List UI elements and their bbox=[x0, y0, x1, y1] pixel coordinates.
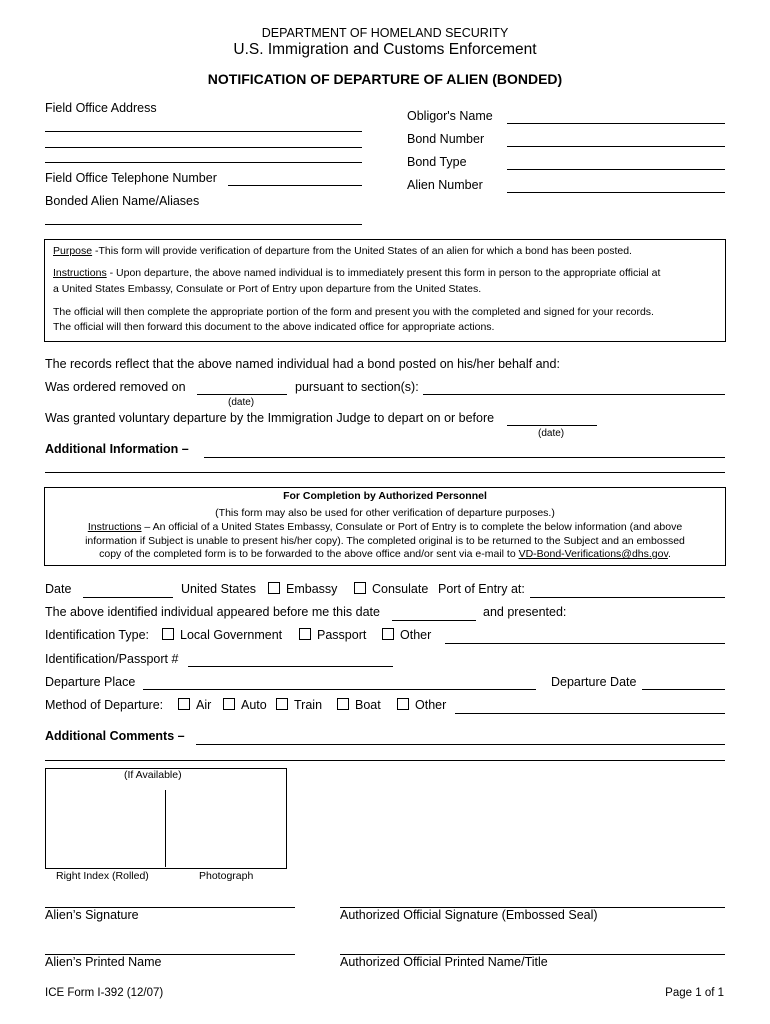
departure-date-field[interactable] bbox=[642, 689, 725, 690]
obligor-name-field[interactable] bbox=[507, 123, 725, 124]
photograph-label: Photograph bbox=[199, 870, 254, 882]
date-label: Date bbox=[45, 582, 72, 596]
method-other-option[interactable]: Other bbox=[397, 698, 446, 712]
method-other-checkbox[interactable] bbox=[397, 698, 409, 710]
removed-label: Was ordered removed on bbox=[45, 380, 186, 394]
consulate-option[interactable]: Consulate bbox=[354, 582, 428, 596]
additional-comments-line-2[interactable] bbox=[45, 760, 725, 761]
bond-type-field[interactable] bbox=[507, 169, 725, 170]
date-field[interactable] bbox=[83, 597, 173, 598]
method-of-departure-label: Method of Departure: bbox=[45, 698, 164, 712]
id-passport-number-field[interactable] bbox=[188, 666, 393, 667]
email-link[interactable]: VD-Bond-Verifications@dhs.gov bbox=[518, 548, 668, 560]
air-option[interactable]: Air bbox=[178, 698, 211, 712]
additional-comments-label: Additional Comments – bbox=[45, 729, 185, 743]
port-of-entry-label: Port of Entry at: bbox=[438, 582, 525, 596]
official-line-2: The official will then forward this document to the above indicated office for appropriate actions. bbox=[53, 321, 495, 333]
voluntary-date-caption: (date) bbox=[538, 428, 565, 439]
fingerprint-photo-divider bbox=[165, 790, 166, 867]
field-office-address-line-1[interactable] bbox=[45, 131, 362, 132]
purpose-text: Purpose -This form will provide verification of departure from the United States of an alien for which a bond has been posted. bbox=[53, 245, 632, 257]
id-passport-number-label: Identification/Passport # bbox=[45, 652, 179, 666]
authorized-line-3: information if Subject is unable to present his/her copy). The completed original is to be returned to the Subject and an embossed bbox=[85, 535, 685, 547]
passport-option[interactable]: Passport bbox=[299, 628, 366, 642]
boat-option[interactable]: Boat bbox=[337, 698, 381, 712]
department-heading: DEPARTMENT OF HOMELAND SECURITY bbox=[261, 26, 509, 40]
instructions-line-2: a United States Embassy, Consulate or Port of Entry upon departure from the United States. bbox=[53, 283, 482, 295]
if-available-label: (If Available) bbox=[124, 769, 182, 781]
bonded-alien-name-label: Bonded Alien Name/Aliases bbox=[45, 194, 200, 208]
bond-number-field[interactable] bbox=[507, 146, 725, 147]
obligor-name-label: Obligor's Name bbox=[407, 109, 493, 123]
train-checkbox[interactable] bbox=[276, 698, 288, 710]
embassy-checkbox[interactable] bbox=[268, 582, 280, 594]
auto-checkbox[interactable] bbox=[223, 698, 235, 710]
field-office-address-label: Field Office Address bbox=[45, 101, 157, 115]
departure-place-label: Departure Place bbox=[45, 675, 136, 689]
local-government-option[interactable]: Local Government bbox=[162, 628, 282, 642]
voluntary-departure-label: Was granted voluntary departure by the Immigration Judge to depart on or before bbox=[45, 411, 495, 425]
embassy-option[interactable]: Embassy bbox=[268, 582, 337, 596]
passport-checkbox[interactable] bbox=[299, 628, 311, 640]
field-office-address-line-3[interactable] bbox=[45, 162, 362, 163]
official-line-1: The official will then complete the appropriate portion of the form and present you with the completed and signed for your records. bbox=[53, 306, 654, 318]
bond-number-label: Bond Number bbox=[407, 132, 485, 146]
identification-type-label: Identification Type: bbox=[45, 628, 150, 642]
additional-information-label: Additional Information – bbox=[45, 442, 189, 456]
local-government-checkbox[interactable] bbox=[162, 628, 174, 640]
removed-date-field[interactable] bbox=[197, 394, 287, 395]
fingerprint-photo-box bbox=[45, 768, 287, 869]
and-presented-label: and presented: bbox=[483, 605, 567, 619]
alien-signature-label: Alien’s Signature bbox=[45, 908, 139, 922]
method-other-field[interactable] bbox=[455, 713, 725, 714]
authorized-line-1: (This form may also be used for other verification of departure purposes.) bbox=[215, 507, 555, 519]
bond-type-label: Bond Type bbox=[407, 155, 467, 169]
records-intro: The records reflect that the above named individual had a bond posted on his/her behalf and: bbox=[45, 357, 560, 371]
pursuant-label: pursuant to section(s): bbox=[295, 380, 419, 394]
united-states-label: United States bbox=[181, 582, 257, 596]
id-other-field[interactable] bbox=[445, 643, 725, 644]
appeared-label: The above identified individual appeared before me this date bbox=[45, 605, 380, 619]
agency-heading: U.S. Immigration and Customs Enforcement bbox=[233, 41, 537, 58]
alien-number-label: Alien Number bbox=[407, 178, 483, 192]
consulate-checkbox[interactable] bbox=[354, 582, 366, 594]
removed-date-caption: (date) bbox=[228, 397, 255, 408]
official-signature-label: Authorized Official Signature (Embossed Seal) bbox=[340, 908, 598, 922]
train-option[interactable]: Train bbox=[276, 698, 322, 712]
alien-printed-name-label: Alien’s Printed Name bbox=[45, 955, 162, 969]
authorized-line-4: copy of the completed form is to be forwarded to the above office and/or sent via e-mail to VD-Bond-Verifications@dhs.gov. bbox=[99, 548, 671, 560]
bonded-alien-name-field[interactable] bbox=[45, 224, 362, 225]
authorized-heading: For Completion by Authorized Personnel bbox=[283, 490, 487, 502]
departure-date-label: Departure Date bbox=[551, 675, 637, 689]
boat-checkbox[interactable] bbox=[337, 698, 349, 710]
additional-comments-line-1[interactable] bbox=[196, 744, 725, 745]
field-office-telephone-field[interactable] bbox=[228, 185, 362, 186]
departure-place-field[interactable] bbox=[143, 689, 536, 690]
form-title: NOTIFICATION OF DEPARTURE OF ALIEN (BONDED) bbox=[207, 71, 563, 87]
pursuant-section-field[interactable] bbox=[423, 394, 725, 395]
field-office-telephone-label: Field Office Telephone Number bbox=[45, 171, 217, 185]
additional-information-line-2[interactable] bbox=[45, 472, 725, 473]
official-printed-name-label: Authorized Official Printed Name/Title bbox=[340, 955, 548, 969]
id-other-checkbox[interactable] bbox=[382, 628, 394, 640]
instructions-line-1: Instructions - Upon departure, the above named individual is to immediately present this form in person to the appropriate official at bbox=[53, 267, 661, 279]
appeared-date-field[interactable] bbox=[392, 620, 476, 621]
additional-information-line-1[interactable] bbox=[204, 457, 725, 458]
form-id: ICE Form I-392 (12/07) bbox=[45, 987, 164, 999]
port-of-entry-field[interactable] bbox=[530, 597, 725, 598]
page-number: Page 1 of 1 bbox=[665, 987, 724, 999]
alien-number-field[interactable] bbox=[507, 192, 725, 193]
authorized-line-2: Instructions – An official of a United States Embassy, Consulate or Port of Entry is to complete the below information (and above bbox=[87, 521, 683, 533]
right-index-label: Right Index (Rolled) bbox=[56, 870, 149, 882]
voluntary-date-field[interactable] bbox=[507, 425, 597, 426]
air-checkbox[interactable] bbox=[178, 698, 190, 710]
auto-option[interactable]: Auto bbox=[223, 698, 267, 712]
field-office-address-line-2[interactable] bbox=[45, 147, 362, 148]
id-other-option[interactable]: Other bbox=[382, 628, 431, 642]
